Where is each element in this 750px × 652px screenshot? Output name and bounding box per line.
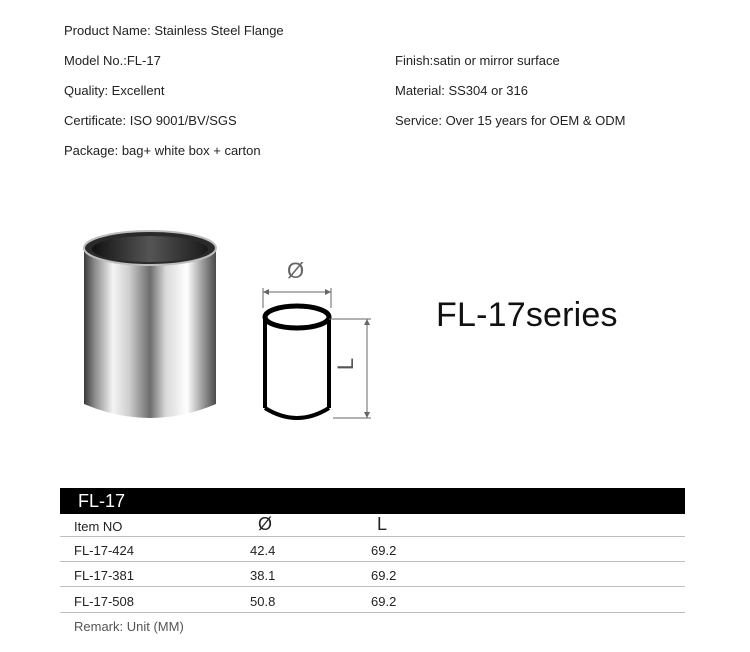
remark: Remark: Unit (MM)	[74, 619, 184, 634]
row-item: FL-17-381	[74, 568, 134, 583]
certificate: Certificate: ISO 9001/BV/SGS	[64, 113, 237, 128]
material: Material: SS304 or 316	[395, 83, 528, 98]
row-diameter: 50.8	[250, 594, 276, 609]
table-row	[60, 539, 685, 562]
row-length: 69.2	[371, 568, 397, 583]
table-title: FL-17	[60, 488, 685, 514]
series-title: FL-17series	[436, 296, 618, 334]
table-row	[60, 564, 685, 587]
row-diameter: 38.1	[250, 568, 276, 583]
header-length: L	[377, 514, 388, 534]
row-diameter: 42.4	[250, 543, 276, 558]
package: Package: bag+ white box + carton	[64, 143, 261, 158]
table-header-row	[60, 514, 685, 537]
model-no: Model No.:FL-17	[64, 53, 161, 68]
row-item: FL-17-508	[74, 594, 134, 609]
row-length: 69.2	[371, 543, 397, 558]
table-row	[60, 590, 685, 613]
product-photo	[78, 226, 223, 426]
header-item: Item NO	[74, 519, 123, 534]
row-length: 69.2	[371, 594, 397, 609]
header-diameter: Ø	[258, 514, 273, 534]
row-item: FL-17-424	[74, 543, 134, 558]
product-name: Product Name: Stainless Steel Flange	[64, 23, 284, 38]
diameter-symbol: Ø	[287, 258, 305, 283]
service: Service: Over 15 years for OEM & ODM	[395, 113, 626, 128]
length-symbol: L	[333, 357, 359, 371]
quality: Quality: Excellent	[64, 83, 165, 98]
technical-drawing	[255, 258, 380, 428]
finish: Finish:satin or mirror surface	[395, 53, 560, 68]
